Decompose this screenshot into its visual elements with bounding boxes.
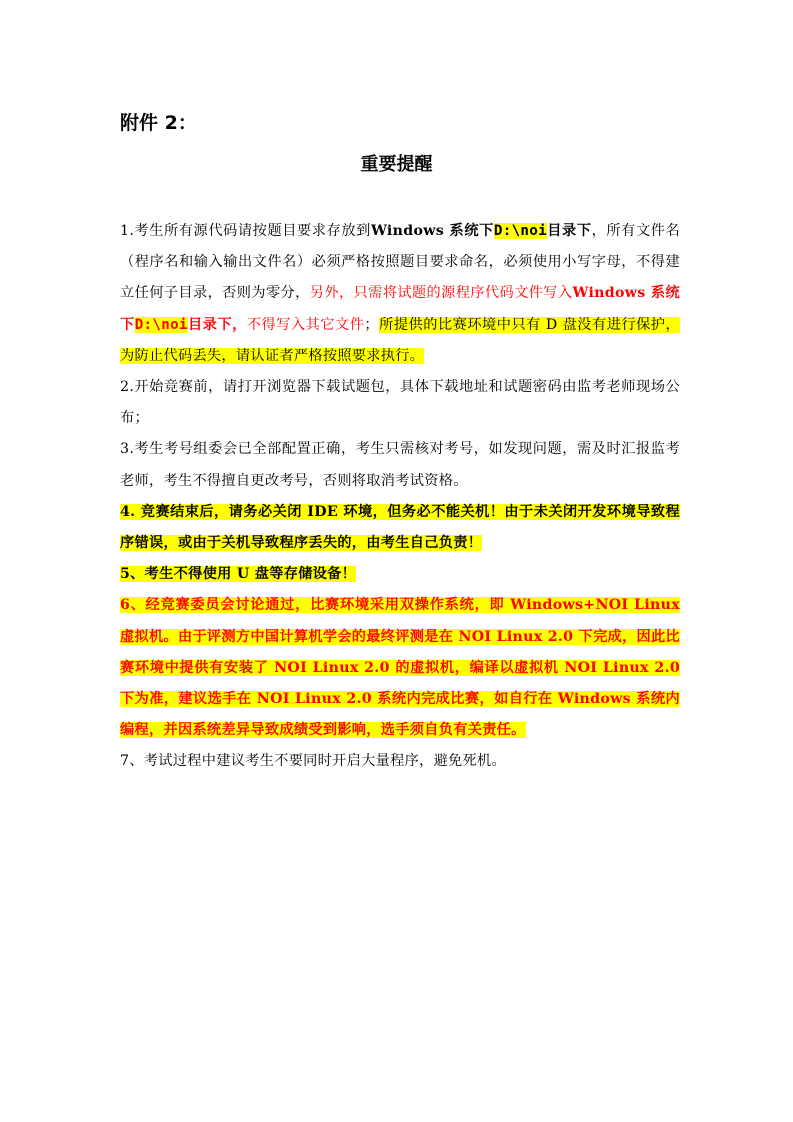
item-1-naming-rules: ，所有文件名（程序名和输入输出文件名）必须严格按照题目要求命名，必须使用小写字母，不得建立任何子目录，否则为零分， [120,223,680,302]
reminder-item-4 [120,497,680,559]
reminder-item-1 [120,216,680,372]
item-1-dir: 目录下 [546,223,592,239]
item-1-separator: ； [364,316,379,333]
item-4-text: 4. 竞赛结束后，请务必关闭 IDE 环境，但务必不能关机！由于未关闭开发环境导致程序错误，或由于关机导致程序丢失的，由考生自己负责！ [120,503,680,552]
item-1-system-red: Windows 系统下 [120,285,680,333]
reminder-item-5 [120,559,680,590]
item-6-text: 6、经竞赛委员会讨论通过，比赛环境采用双操作系统，即 Windows+NOI Linux 虚拟机。由于评测方中国计算机学会的最终评测是在 NOI Linux 2.0 下完成，因此比赛环境中提供有安装了 NOI Linux 2.0 的虚拟机，编译以虚拟机 NOI Linux 2.0 下为准，建议选手在 NOI Linux 2.0 系统内完成比赛，如自行在 Windows 系统内编程，并因系统差异导致成绩受到影响，选手须自负有关责任。 [120,597,680,739]
reminder-item-2: 2.开始竞赛前，请打开浏览器下载试题包，具体下载地址和试题密码由监考老师现场公布； [120,379,680,427]
attachment-label: 附件 2： [120,112,197,134]
item-1-path: D:\noi [493,223,547,239]
item-5-text: 5、考生不得使用 U 盘等存储设备！ [120,566,357,583]
reminder-item-7: 7、考试过程中建议考生不要同时开启大量程序，避免死机。 [120,753,507,770]
item-1-no-other-files: 不得写入其它文件 [246,316,365,333]
reminder-item-3: 3.考生考号组委会已全部配置正确，考生只需核对考号，如发现问题，需及时汇报监考老师，考生不得擅自更改考号，否则将取消考试资格。 [120,441,680,489]
item-1-protection-note: 所提供的比赛环境中只有 D 盘没有进行保护，为防止代码丢失，请认证者严格按照要求执行。 [120,316,680,364]
item-1-intro: 1.考生所有源代码请按题目要求存放到 [120,223,371,239]
reminder-list [120,216,680,778]
item-1-dir-red: 目录下， [187,316,247,333]
item-1-system: Windows 系统下 [370,223,494,239]
item-1-path-red: D:\noi [134,316,188,333]
page-title: 重要提醒 [360,154,433,175]
reminder-item-6 [120,590,680,746]
item-1-note-red: 另外，只需将试题的源程序代码文件写入 [309,285,573,302]
